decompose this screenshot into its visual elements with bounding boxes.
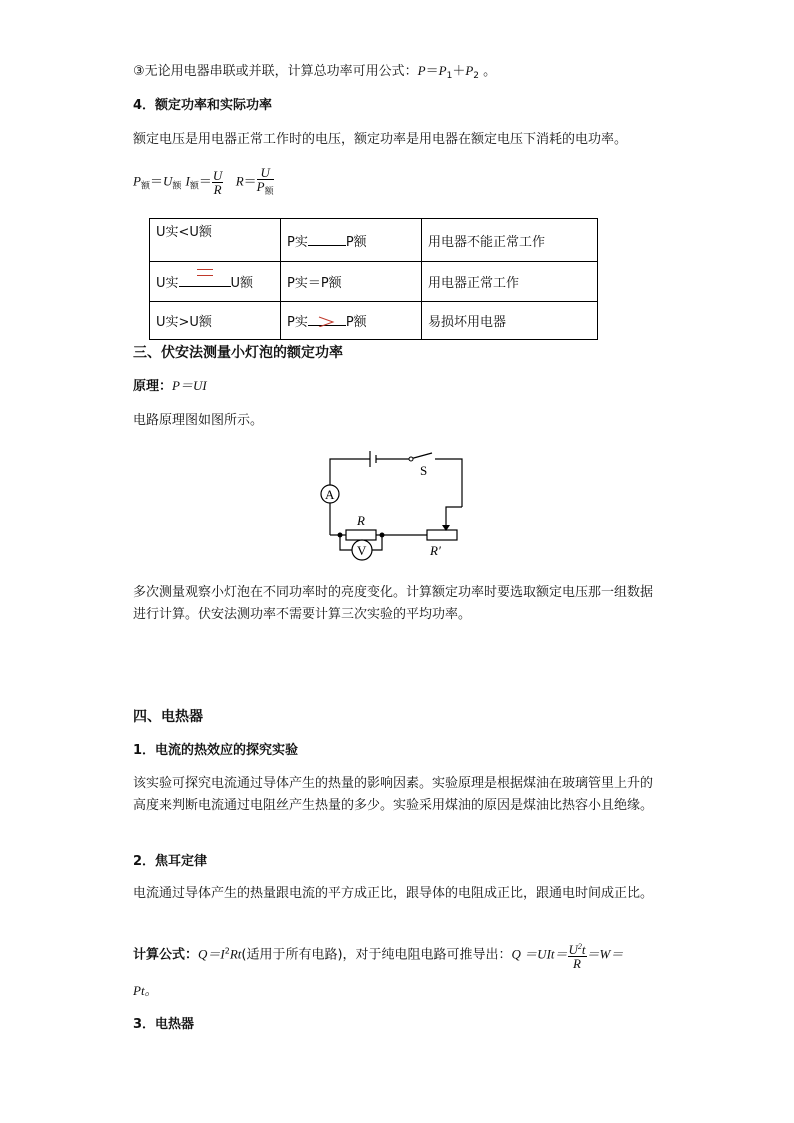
table-row — [150, 262, 598, 302]
comparison-table — [149, 218, 598, 340]
rf-frac2-den-p: P — [256, 179, 265, 194]
table-row — [150, 219, 598, 262]
label-a: A — [325, 487, 335, 502]
calc-tail: ＝W＝ — [586, 946, 624, 962]
calc-formula — [133, 940, 663, 970]
rf-frac1-num: U — [212, 167, 223, 183]
cell-effect-2: 用电器正常工作 — [422, 262, 598, 302]
label-s: S — [420, 463, 428, 478]
calc-num-t: t — [581, 942, 586, 957]
principle-formula: P＝UI — [172, 378, 207, 393]
rated-formula — [133, 166, 663, 201]
calc-num-exp: 2 — [577, 942, 582, 951]
formula-plus: ＋ — [452, 64, 466, 79]
para-power-sum — [133, 60, 663, 87]
rf-r: R — [235, 173, 244, 189]
formula-sub2: 2 — [473, 71, 480, 81]
rf-p: P — [133, 173, 141, 189]
calc-label: 计算公式： — [133, 947, 199, 963]
wire-voltmeter-right — [372, 535, 382, 550]
cell-u-less: U实<U额 — [150, 219, 281, 262]
formula-eq: ＝ — [425, 64, 439, 79]
formula-sub1: 1 — [446, 71, 453, 81]
heading-heat-experiment: 1．电流的热效应的探究实验 — [133, 743, 299, 758]
heading-section-4: 四、电热器 — [133, 709, 203, 725]
rf-eq1: ＝ — [149, 174, 163, 190]
answer-blank — [308, 233, 346, 246]
cell-u-equal — [150, 262, 281, 302]
greater-mark — [317, 315, 337, 327]
principle-line — [133, 375, 663, 398]
cell-u-equal-a: U实 — [156, 276, 179, 291]
cell-u-greater: U实>U额 — [150, 302, 281, 340]
formula-p2: P — [465, 63, 474, 78]
calc-frac-num — [568, 940, 587, 957]
rf-frac2-den-sub: 额 — [264, 186, 274, 196]
calc-num-u: U — [568, 942, 578, 957]
heading-joule-law: 2．焦耳定律 — [133, 854, 208, 869]
para-joule-law: 电流通过导体产生的热量跟电流的平方成正比，跟导体的电阻成正比，跟通电时间成正比。 — [133, 886, 654, 901]
para-circuit: 电路原理图如图所示。 — [133, 413, 264, 428]
answer-blank-equal — [179, 274, 231, 287]
answer-blank-greater — [308, 313, 346, 326]
rf-sub2: 额 — [172, 181, 182, 192]
rf-sub1: 额 — [140, 181, 150, 192]
cell-p-greater — [281, 302, 422, 340]
calc-q-tail: Rt — [229, 946, 242, 962]
rf-frac1 — [212, 169, 223, 196]
formula-p-total: P — [417, 63, 426, 78]
wire-top-right — [435, 459, 462, 507]
calc-q2: Q ＝UIt＝ — [511, 946, 568, 962]
heading-rated-power: 4．额定功率和实际功率 — [133, 98, 273, 113]
cell-u-equal-b: U额 — [230, 276, 254, 291]
cell-p-equal: P实＝P额 — [281, 262, 422, 302]
cell-p-less-b: P额 — [345, 234, 367, 250]
principle-label: 原理： — [133, 379, 173, 394]
table-row — [150, 302, 598, 340]
cell-p-greater-a: P实 — [287, 315, 308, 330]
rf-u: U — [162, 173, 173, 189]
rf-i: I — [185, 173, 190, 189]
cell-p-greater-b: P额 — [345, 315, 367, 330]
equal-mark — [197, 269, 213, 276]
switch-contact — [409, 457, 413, 461]
para-rated: 额定电压是用电器正常工作时的电压，额定功率是用电器在额定电压下消耗的电功率。 — [133, 132, 628, 147]
cell-effect-3: 易损坏用电器 — [422, 302, 598, 340]
wire-slider — [446, 507, 462, 527]
resistor-r — [346, 530, 376, 540]
circuit-diagram — [310, 447, 475, 565]
rf-eq3: ＝ — [243, 174, 257, 190]
formula-end: 。 — [479, 64, 497, 79]
para-measure: 多次测量观察小灯泡在不同功率时的亮度变化。计算额定功率时要选取额定电压那一组数据进行计算。伏安法测功率不需要计算三次实验的平均功率。 — [133, 585, 654, 622]
calc-frac-den: R — [573, 956, 581, 971]
wire-top-left — [330, 459, 370, 485]
cell-p-less — [281, 219, 422, 262]
calc-last: Pt。 — [133, 983, 158, 998]
label-v: V — [357, 543, 367, 558]
para-heat-experiment: 该实验可探究电流通过导体产生的热量的影响因素。实验原理是根据煤油在玻璃管里上升的高度来判断电流通过电阻丝产生热量的多少。实验采用煤油的原因是煤油比热容小且绝缘。 — [133, 776, 654, 813]
label-r: R — [357, 513, 365, 528]
cell-p-less-a: P实 — [287, 234, 308, 250]
rf-frac2-den — [257, 180, 274, 198]
formula-p1: P — [438, 63, 447, 78]
calc-note: (适用于所有电路)，对于纯电阻电路可推导出： — [241, 947, 512, 963]
rf-frac1-den: R — [213, 181, 222, 197]
junction-dot-left — [338, 533, 343, 538]
heading-section-3: 三、伏安法测量小灯泡的额定功率 — [133, 345, 343, 361]
label-r-prime: R′ — [430, 543, 441, 558]
rheostat-r2 — [427, 530, 457, 540]
calc-frac — [568, 940, 587, 970]
cell-effect-1: 用电器不能正常工作 — [422, 219, 598, 262]
rf-sub3: 额 — [189, 181, 199, 192]
para-power-sum-text: ③无论用电器串联或并联，计算总功率可用公式： — [133, 64, 418, 79]
rf-eq2: ＝ — [198, 174, 212, 190]
calc-q-exp: 2 — [224, 946, 230, 956]
rf-frac2 — [257, 166, 274, 198]
heading-heater: 3．电热器 — [133, 1017, 195, 1032]
rf-frac2-num: U — [257, 166, 274, 180]
calc-q: Q＝I — [198, 946, 225, 962]
junction-dot-right — [380, 533, 385, 538]
